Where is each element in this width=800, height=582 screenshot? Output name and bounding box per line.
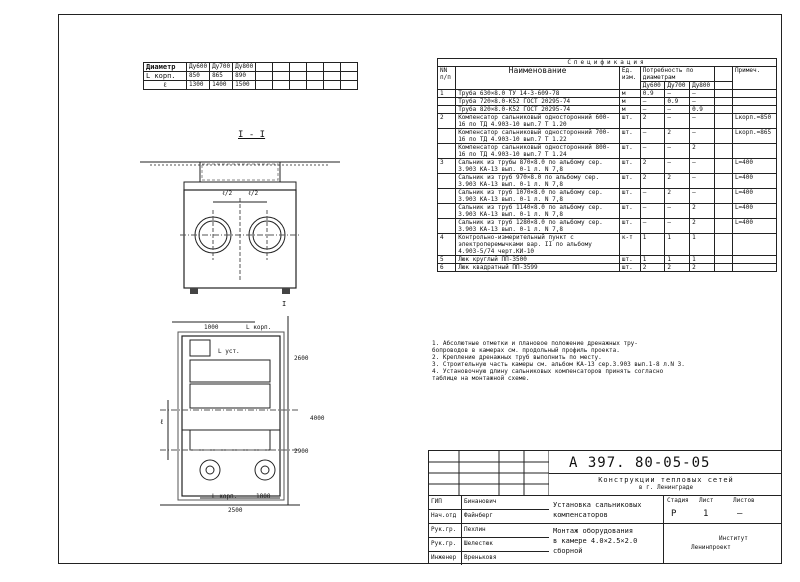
spec-empty (714, 219, 732, 234)
spec-note: L=400 (732, 219, 776, 234)
spec-v: 1 (690, 256, 715, 264)
spec-empty (714, 144, 732, 159)
diam-row-label: ℓ (144, 81, 187, 90)
spec-name: Труба 630×8.0 ТУ 14-3-609-78 (456, 90, 620, 98)
spec-unit: шт. (619, 204, 640, 219)
revision-grid (429, 451, 549, 495)
dim-1000-bottom: 1000 (256, 493, 271, 500)
diam-cell: 850 (187, 72, 210, 81)
diam-cell: 1400 (210, 81, 233, 90)
spec-name: Сальник из труб 1140×8.0 по альбому сер. 3.903 КА-13 вып. 0-1 л. N 7,8 (456, 204, 620, 219)
spec-nn (438, 98, 456, 106)
people-name: Шелестюк (464, 540, 493, 547)
spec-nn (438, 129, 456, 144)
spec-unit: м (619, 98, 640, 106)
spec-nn (438, 219, 456, 234)
spec-empty (714, 189, 732, 204)
spec-unit: шт. (619, 174, 640, 189)
spec-name: Сальник из труб 1280×8.0 по альбому сер. 3.903 КА-13 вып. 0-1 л. N 7,8 (456, 219, 620, 234)
spec-v: 0.9 (665, 98, 690, 106)
spec-v: — (665, 204, 690, 219)
dim-lust: L уст. (218, 348, 240, 355)
spec-nn (438, 204, 456, 219)
spec-unit: шт. (619, 144, 640, 159)
project-title: Конструкции тепловых сетей (598, 476, 734, 484)
spec-v: — (665, 106, 690, 114)
spec-v: 2 (690, 144, 715, 159)
people-role: Инженер (429, 552, 462, 565)
spec-nn: 3 (438, 159, 456, 174)
people-row (429, 537, 549, 551)
diam-cell: 1300 (187, 81, 210, 90)
dim-2900: 2900 (294, 448, 309, 455)
spec-v: — (690, 189, 715, 204)
spec-row (438, 234, 777, 256)
plan-svg (160, 300, 340, 515)
spec-row (438, 114, 777, 129)
spec-empty (714, 234, 732, 256)
spec-name: Люк круглый ПП-3500 (456, 256, 620, 264)
spec-v: — (640, 219, 665, 234)
spec-nn: 5 (438, 256, 456, 264)
spec-nn (438, 174, 456, 189)
diam-header: Диаметр (144, 63, 187, 72)
spec-v: 2 (690, 219, 715, 234)
spec-empty (714, 106, 732, 114)
spec-title: Спецификация (438, 59, 777, 67)
spec-empty (714, 129, 732, 144)
sheets-header: Листов (733, 497, 755, 504)
spec-v: — (640, 204, 665, 219)
plan-view (160, 300, 340, 515)
spec-col-d: Ду800 (690, 82, 715, 90)
spec-nn (438, 144, 456, 159)
spec-row (438, 90, 777, 98)
spec-v: — (690, 174, 715, 189)
dim-2600: 2600 (294, 355, 309, 362)
spec-row (438, 129, 777, 144)
section-svg (140, 130, 340, 310)
spec-row (438, 204, 777, 219)
diam-header: Ду800 (233, 63, 256, 72)
note-line: бопроводов в камерах см. продольный профиль проекта. (432, 347, 620, 354)
spec-name: Труба 720×8.0-К52 ГОСТ 20295-74 (456, 98, 620, 106)
spec-nn (438, 189, 456, 204)
section-view (140, 130, 340, 310)
spec-note (732, 98, 776, 106)
cut-mark-top: I (282, 300, 287, 308)
spec-col-nn: NN п/п (438, 67, 456, 90)
spec-nn: 2 (438, 114, 456, 129)
spec-unit: шт. (619, 219, 640, 234)
spec-table (437, 58, 777, 272)
spec-v: — (690, 90, 715, 98)
section-label: I - I (238, 130, 266, 140)
spec-name: Компенсатор сальниковый односторонний 700-16 по ТД 4.903-10 вып.7 Т 1.22 (456, 129, 620, 144)
spec-note: Lкорп.=850 (732, 114, 776, 129)
diam-header: Ду600 (187, 63, 210, 72)
drawing-title-1: Монтаж оборудования (553, 527, 634, 535)
dim-1000-top: 1000 (204, 324, 219, 331)
spec-note (732, 144, 776, 159)
spec-v: 1 (665, 256, 690, 264)
org-1: Институт (719, 535, 748, 542)
spec-unit: шт. (619, 129, 640, 144)
spec-note: Lкорп.=865 (732, 129, 776, 144)
spec-v: 0.9 (640, 90, 665, 98)
diam-cell: 865 (210, 72, 233, 81)
spec-v: — (665, 219, 690, 234)
spec-col-note: Примеч. (732, 67, 776, 90)
diameter-table (143, 62, 358, 90)
spec-row (438, 159, 777, 174)
sheets-value: — (737, 509, 743, 519)
spec-note (732, 256, 776, 264)
sheet-title-1: Установка сальниковых (553, 501, 642, 509)
spec-empty (714, 98, 732, 106)
spec-v: — (690, 129, 715, 144)
spec-v: — (690, 114, 715, 129)
people-name: Бинанович (464, 498, 497, 505)
people-row (429, 495, 549, 509)
notes-block (432, 340, 777, 382)
spec-v: 0.9 (690, 106, 715, 114)
org-2: Ленинпроект (691, 544, 731, 551)
spec-v: — (690, 98, 715, 106)
spec-v: — (665, 159, 690, 174)
spec-col-need: Потребность по диаметрам (640, 67, 714, 82)
people-row (429, 523, 549, 537)
spec-name: Люк квадратный ПП-3599 (456, 264, 620, 272)
spec-v: 2 (665, 174, 690, 189)
spec-v: — (640, 129, 665, 144)
spec-col-d: Ду700 (665, 82, 690, 90)
spec-name: Компенсатор сальниковый односторонний 800-16 по ТД 4.903-10 вып.7 Т 1.24 (456, 144, 620, 159)
spec-row (438, 174, 777, 189)
spec-v: 1 (690, 234, 715, 256)
spec-name: Сальник из трубы 870×8.0 по альбому сер. 3.903 КА-13 вып. 0-1 л. N 7,8 (456, 159, 620, 174)
spec-empty (714, 174, 732, 189)
spec-note (732, 106, 776, 114)
spec-empty (714, 264, 732, 272)
project-city: в г. Ленинграде (638, 484, 694, 491)
sheet-header: Лист (699, 497, 714, 504)
sheet-title-2: компенсаторов (553, 511, 608, 519)
spec-v: — (640, 189, 665, 204)
spec-v: — (665, 114, 690, 129)
spec-note (732, 90, 776, 98)
drawing-title-3: сборной (553, 547, 583, 555)
spec-v: — (640, 98, 665, 106)
people-role: Нач.отд (429, 510, 462, 523)
drawing-code: А 397. 80-05-05 (569, 455, 711, 471)
diam-header: Ду700 (210, 63, 233, 72)
dim-2500: 2500 (228, 507, 243, 514)
dim-4000: 4000 (310, 415, 325, 422)
spec-unit: м (619, 106, 640, 114)
spec-col-name: Наименование (456, 67, 620, 90)
note-line: таблице на монтажной схеме. (432, 375, 530, 382)
spec-v: 1 (640, 234, 665, 256)
spec-empty (714, 114, 732, 129)
diam-cell: 1500 (233, 81, 256, 90)
spec-note: L=400 (732, 174, 776, 189)
people-role: Рук.гр. (429, 524, 462, 537)
note-line: 3. Строительную часть камеры см. альбом КА-13 сер.3.903 вып.1-8 л.N 3. (432, 361, 685, 368)
dim-lkorp-top: L корп. (246, 324, 272, 331)
spec-nn (438, 106, 456, 114)
spec-empty (714, 159, 732, 174)
people-row (429, 509, 549, 523)
spec-unit: м (619, 90, 640, 98)
spec-v: 2 (690, 204, 715, 219)
stage-header: Стадия (667, 497, 689, 504)
spec-note (732, 234, 776, 256)
spec-row (438, 144, 777, 159)
spec-row (438, 189, 777, 204)
people-name: Файнберг (464, 512, 493, 519)
note-line: 4. Установочную длину сальниковых компенсаторов принять согласно (432, 368, 664, 375)
spec-unit: шт. (619, 189, 640, 204)
people-name: Вреньковя (464, 554, 497, 561)
dim-lkorp-bottom: L корп. (212, 493, 238, 500)
spec-unit: шт. (619, 256, 640, 264)
dim-l-half-left: ℓ/2 (222, 190, 233, 197)
dim-l-half-right: ℓ/2 (248, 190, 259, 197)
spec-v: 2 (665, 264, 690, 272)
spec-unit: шт. (619, 264, 640, 272)
spec-name: Сальник из труб 970×8.0 по альбому сер. 3.903 КА-13 вып. 0-1 л. N 7,8 (456, 174, 620, 189)
spec-row (438, 219, 777, 234)
spec-name: Сальник из труб 1070×8.0 по альбому сер. 3.903 КА-13 вып. 0-1 л. N 7,8 (456, 189, 620, 204)
spec-v: 2 (640, 114, 665, 129)
spec-v: — (665, 90, 690, 98)
spec-empty (714, 256, 732, 264)
spec-v: — (640, 144, 665, 159)
spec-v: 2 (665, 189, 690, 204)
dim-l-left: ℓ (160, 418, 164, 426)
spec-name: Контрольно-измерительный пункт с электроперемычками вар. II по альбому 4.903-5/74 черт.КИ-10 (456, 234, 620, 256)
diam-row-label: L корп. (144, 72, 187, 81)
people-list (429, 495, 549, 565)
spec-nn: 1 (438, 90, 456, 98)
spec-note (732, 264, 776, 272)
spec-unit: к-т (619, 234, 640, 256)
spec-col-unit: Ед. изм. (619, 67, 640, 90)
spec-note: L=400 (732, 204, 776, 219)
people-role: Рук.гр. (429, 538, 462, 551)
spec-v: 1 (665, 234, 690, 256)
spec-body (438, 90, 777, 272)
people-row (429, 551, 549, 565)
spec-row (438, 256, 777, 264)
spec-note: L=400 (732, 189, 776, 204)
spec-v: — (690, 159, 715, 174)
spec-row (438, 264, 777, 272)
spec-nn: 4 (438, 234, 456, 256)
spec-v: — (665, 144, 690, 159)
note-line: 2. Крепление дренажных труб выполнить по месту. (432, 354, 602, 361)
people-name: Пехлин (464, 526, 486, 533)
spec-name: Труба 820×8.0-К52 ГОСТ 20295-74 (456, 106, 620, 114)
spec-empty (714, 204, 732, 219)
people-role: ГИП (429, 496, 462, 509)
spec-v: — (640, 106, 665, 114)
spec-unit: шт. (619, 114, 640, 129)
spec-v: 2 (640, 174, 665, 189)
spec-nn: 6 (438, 264, 456, 272)
spec-v: 2 (690, 264, 715, 272)
spec-col-d: Ду600 (640, 82, 665, 90)
spec-row (438, 106, 777, 114)
diam-cell: 890 (233, 72, 256, 81)
spec-empty (714, 90, 732, 98)
drawing-title-2: в камере 4.0×2.5×2.0 (553, 537, 638, 545)
spec-v: 2 (640, 159, 665, 174)
spec-name: Компенсатор сальниковый односторонний 600-16 по ТД 4.903-10 вып.7 Т 1.20 (456, 114, 620, 129)
title-block (428, 450, 781, 563)
spec-unit: шт. (619, 159, 640, 174)
sheet-value: 1 (703, 509, 709, 519)
spec-v: 1 (640, 256, 665, 264)
spec-v: 2 (640, 264, 665, 272)
note-line: 1. Абсолютные отметки и плановое положение дренажных тру- (432, 340, 638, 347)
stage-value: Р (671, 509, 677, 519)
spec-v: 2 (665, 129, 690, 144)
spec-note: L=400 (732, 159, 776, 174)
spec-row (438, 98, 777, 106)
